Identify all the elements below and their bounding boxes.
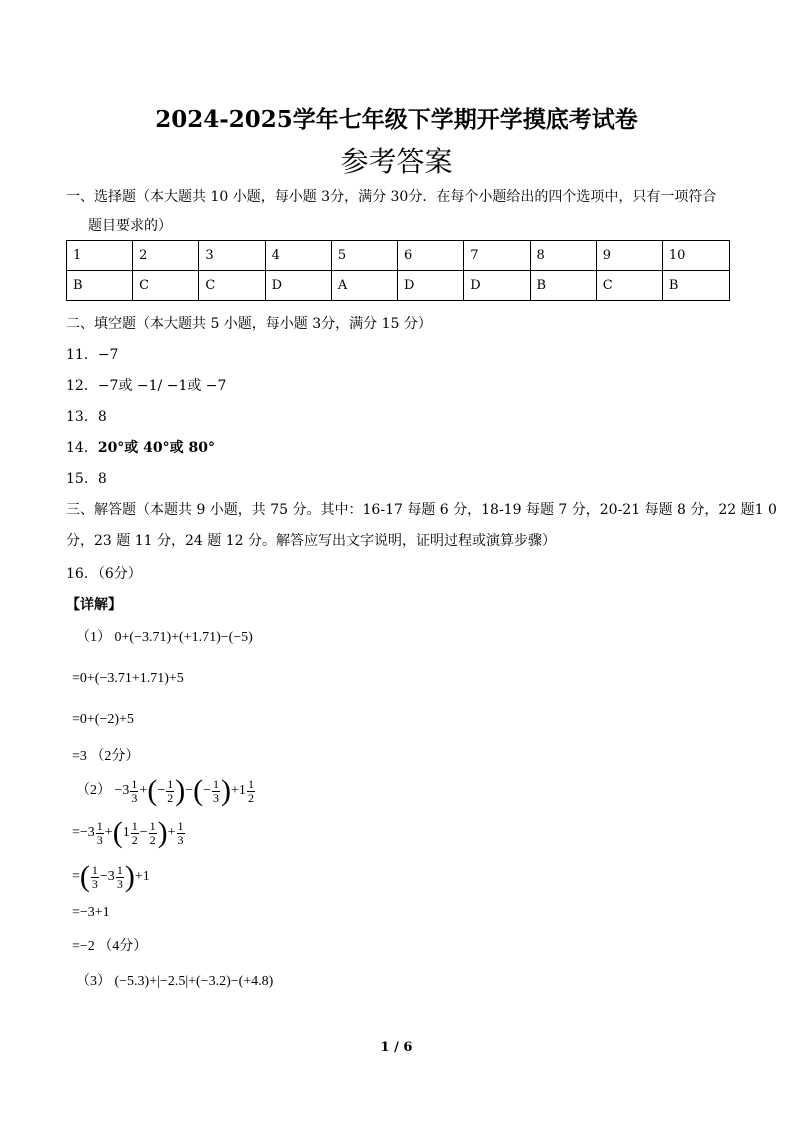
table-cell: C <box>199 271 265 301</box>
table-cell: B <box>67 271 133 301</box>
page-number: 1 / 6 <box>380 1040 413 1055</box>
p1-label: （1） <box>76 630 111 645</box>
item-number: 11． <box>66 347 98 363</box>
table-cell: 9 <box>596 241 662 271</box>
item-number: 15． <box>66 471 98 487</box>
detail-label: 【详解】 <box>66 597 122 613</box>
item-number: 14． <box>66 440 98 456</box>
answer-table <box>66 240 730 301</box>
p1-line3: =0+(−2)+5 <box>72 712 134 727</box>
document-title: 2024-2025学年七年级下学期开学摸底考试卷 <box>155 106 638 133</box>
table-cell: B <box>530 271 596 301</box>
item-answer: −7 <box>97 347 119 363</box>
p2-score: （4分） <box>98 939 148 954</box>
table-cell: 6 <box>398 241 464 271</box>
section3-heading: 三、解答题（本题共 9 小题，共 75 分。其中：16-17 每题 6 分，18-19 每题 7 分，20-21 每题 8 分，22 题1 0 <box>66 502 777 518</box>
table-cell: 2 <box>133 241 199 271</box>
p1-expression: 0+(−3.71)+(+1.71)−(−5) <box>114 630 253 645</box>
table-cell: A <box>331 271 397 301</box>
p2-line5 <box>72 935 147 955</box>
question-16-header: 16．（6分） <box>66 566 142 582</box>
document-subtitle: 参考答案 <box>340 145 453 178</box>
list-item <box>66 344 118 364</box>
p3-line1 <box>76 970 273 990</box>
item-answer: −7或 −1/ −1或 −7 <box>97 378 227 394</box>
table-cell: 10 <box>662 241 729 271</box>
section3-heading-cont: 分，23 题 11 分，24 题 12 分。解答应写出文字说明，证明过程或演算步骤） <box>66 533 556 549</box>
table-cell: C <box>596 271 662 301</box>
table-cell: D <box>464 271 530 301</box>
list-item <box>66 375 226 395</box>
item-answer: 8 <box>97 471 107 487</box>
p1-line1 <box>76 626 253 646</box>
p2-line4: =−3+1 <box>72 905 110 920</box>
p1-line2: =0+(−3.71+1.71)+5 <box>72 671 184 686</box>
table-cell: D <box>265 271 331 301</box>
p2-result: =−2 <box>72 939 95 954</box>
p2-line1: （2） −3 $\frac{1}{3}$ +(− $\frac{1}{2}$ )−(− $\frac{1}{3}$ )+1 $\frac{1}{2}$ <box>76 774 254 807</box>
section2-heading: 二、填空题（本大题共 5 小题，每小题 3分，满分 15 分） <box>66 316 432 332</box>
section1-heading-cont: 题目要求的） <box>88 218 172 234</box>
table-cell: 4 <box>265 241 331 271</box>
list-item <box>66 468 107 488</box>
table-cell: 3 <box>199 241 265 271</box>
list-item <box>66 406 107 426</box>
list-item <box>66 437 215 457</box>
item-number: 13． <box>66 409 98 425</box>
p1-score: （2分） <box>90 749 140 764</box>
table-cell: 7 <box>464 241 530 271</box>
table-cell: B <box>662 271 729 301</box>
table-cell: C <box>133 271 199 301</box>
table-cell: 5 <box>331 241 397 271</box>
table-row-numbers <box>67 241 730 271</box>
table-cell: 1 <box>67 241 133 271</box>
p1-result: =3 <box>72 749 87 764</box>
p2-line3: =( $\frac{1}{3}$ −3 $\frac{1}{3}$ )+1 <box>72 860 150 893</box>
item-number: 12． <box>66 378 98 394</box>
p2-line2: =−3 $\frac{1}{3}$ +(1 $\frac{1}{2}$ − $\frac{1}{2}$ )+ $\frac{1}{3}$ <box>72 816 184 849</box>
p2-label: （2） <box>76 783 111 799</box>
table-cell: 8 <box>530 241 596 271</box>
p3-expression: (−5.3)+|−2.5|+(−3.2)−(+4.8) <box>114 974 274 989</box>
section1-heading: 一、选择题（本大题共 10 小题，每小题 3分，满分 30分．在每个小题给出的四个选项中，只有一项符合 <box>66 189 717 205</box>
p1-line4 <box>72 745 139 765</box>
item-answer: 20°或 40°或 80° <box>97 440 216 456</box>
p3-label: （3） <box>76 974 111 989</box>
table-row-answers <box>67 271 730 301</box>
item-answer: 8 <box>97 409 107 425</box>
table-cell: D <box>398 271 464 301</box>
